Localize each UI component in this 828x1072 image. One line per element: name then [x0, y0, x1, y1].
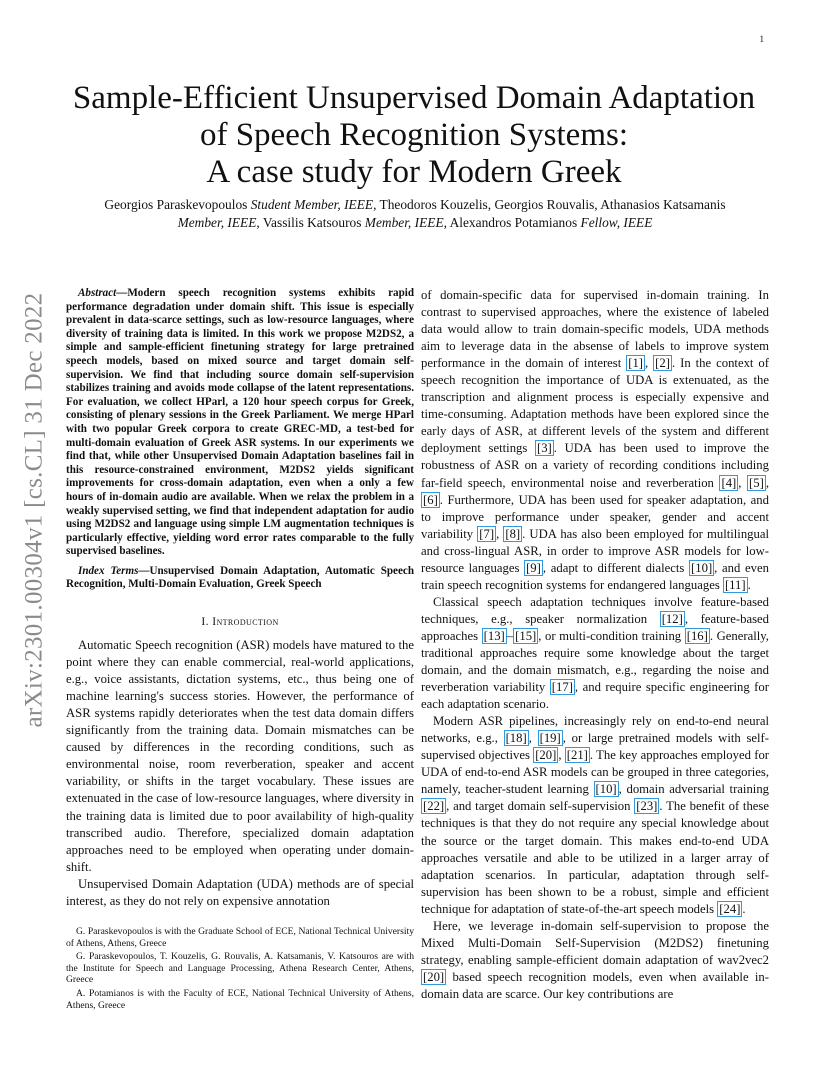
- footnote: G. Paraskevopoulos is with the Graduate School of ECE, National Technical University of Athens, Athens, Greece: [66, 926, 414, 949]
- index-terms-lead: Index Terms: [78, 564, 139, 577]
- citation-link[interactable]: [20]: [535, 748, 557, 763]
- author-list: [80, 196, 750, 232]
- citation-link[interactable]: [8]: [505, 526, 521, 541]
- abstract: [66, 287, 414, 559]
- citation-link[interactable]: [19]: [539, 731, 561, 746]
- right-paragraph-3: Modern ASR pipelines, increasingly rely on end-to-end neural networks, e.g., [18] , [19] , or large pretrained models with self-supervised objectives [20] , [21] . The key approaches employed for UDA of end-to-end ASR models can be grouped in three categories, namely, teacher-student learning [10] , domain adversarial training [22] , and target domain self-supervision [23] . The benefit of these techniques is that they do not require any special knowledge about the source or the target domain. This makes end-to-end UDA approaches versatile and able to be utilized in a larger array of adaptation scenarios. In particular, adaptation through self-supervision has been shown to be a robust, simple and efficient technique for adaptation of state-of-the-art speech models [24] .: [421, 714, 770, 916]
- citation-link[interactable]: [4]: [721, 475, 737, 490]
- index-terms-text: —Unsupervised Domain Adaptation, Automatic Speech Recognition, Multi-Domain Evaluation, Greek Speech: [66, 564, 414, 591]
- citation-link[interactable]: [10]: [691, 560, 713, 575]
- title-line-2: of Speech Recognition Systems:: [199, 117, 629, 153]
- author: Georgios Rouvalis,: [494, 197, 601, 212]
- author: Theodoros Kouzelis,: [379, 197, 495, 212]
- index-terms: [66, 565, 414, 592]
- title-line-1: Sample-Efficient Unsupervised Domain Adaptation: [72, 80, 756, 116]
- author: Georgios Paraskevopoulos Student Member, IEEE,: [104, 197, 380, 212]
- citation-link[interactable]: [13]: [483, 628, 505, 643]
- citation-link[interactable]: [3]: [536, 441, 552, 456]
- abstract-text: —Modern speech recognition systems exhibits rapid performance degradation under domain shift. This issue is especially prevalent in data-scarce settings, such as low-resource languages, where diversity of training data is limited. In this work we propose M2DS2, a simple and sample-efficient finetuning strategy for large pretrained speech models, based on mixed source and target domain self-supervision. We find that including source domain self-supervision stabilizes training and avoids mode collapse of the latent representations. For evaluation, we collect HParl, a 120 hour speech corpus for Greek, consisting of plenary sessions in the Greek Parliament. We merge HParl with two popular Greek corpora to create GREC-MD, a test-bed for multi-domain evaluation of Greek ASR systems. In our experiments we find that, while other Unsupervised Domain Adaptation baselines fail in this resource-constrained environment, M2DS2 yields significant improvements for cross-domain adaptation, even when a only a few hours of in-domain audio are available. When we relax the problem in a weakly supervised setting, we find that independent adaptation for audio using M2DS2 and language using simple LM augmentation techniques is particularly effective, yielding word error rates comparable to the fully supervised baselines.: [66, 287, 414, 558]
- citation-link[interactable]: [11]: [724, 577, 746, 592]
- intro-paragraph-2: Unsupervised Domain Adaptation (UDA) methods are of special interest, as they do not rely on expensive annotation: [66, 876, 414, 908]
- citation-link[interactable]: [5]: [749, 475, 764, 490]
- footnotes: [66, 926, 414, 1013]
- right-column: [421, 287, 769, 1003]
- arxiv-stamp: [12, 290, 56, 730]
- footnote: G. Paraskevopoulos, T. Kouzelis, G. Rouvalis, A. Katsamanis, V. Katsouros are with the Institute for Speech and Language Processing, Athena Research Center, Athens, Greece: [66, 951, 414, 986]
- arxiv-stamp-text: arXiv:2301.00304v1 [cs.CL] 31 Dec 2022: [20, 292, 47, 728]
- citation-link[interactable]: [7]: [479, 526, 495, 541]
- citation-link[interactable]: [12]: [661, 611, 683, 626]
- footnote: A. Potamianos is with the Faculty of ECE, National Technical University of Athens, Athens, Greece: [66, 987, 414, 1011]
- citation-link[interactable]: [18]: [505, 731, 527, 746]
- abstract-lead: Abstract: [78, 287, 117, 299]
- section-heading-introduction: I. Introduction: [201, 615, 279, 629]
- citation-link[interactable]: [20]: [423, 969, 445, 984]
- citation-link[interactable]: [23]: [636, 799, 658, 814]
- citation-link[interactable]: [21]: [566, 748, 588, 763]
- citation-link[interactable]: [10]: [595, 782, 617, 797]
- title-line-3: A case study for Modern Greek: [206, 154, 622, 190]
- right-paragraph-1: of domain-specific data for supervised in-domain training. In contrast to supervised approaches, where the existence of labeled data would allow to train domain-specific models, UDA methods aim to leverage data in the absense of labels to improve system performance in the domain of interest [1] , [2] . In the context of speech recognition the importance of UDA is extenuated, as the transcription and alignment process is especially expensive and time-consuming. Adaptation methods have been explored since the early days of ASR, at different levels of the system and different deployment settings [3] . UDA has been used to improve the robustness of ASR on a variety of recording conditions including far-field speech, environmental noise and reverberation [4] , [5] , [6] . Furthermore, UDA has been used for speaker adaptation, and to improve performance under speaker, gender and accent variability [7] , [8] . UDA has also been employed for multilingual and cross-lingual ASR, in order to improve ASR models for low-resource languages [9] , adapt to different dialects [10] , and even train speech recognition systems for endangered languages [11] .: [421, 288, 770, 592]
- author: Athanasios Katsamanis Member, IEEE,: [177, 197, 726, 230]
- right-paragraph-4: Here, we leverage in-domain self-supervision to propose the Mixed Multi-Domain Self-Supervision (M2DS2) finetuning strategy, enabling sample-efficient domain adaptation of wav2vec2 [20] based speech recognition models, even when available in-domain data are scarce. Our key contributions are: [421, 918, 769, 1001]
- author: Alexandros Potamianos Fellow, IEEE: [449, 215, 653, 230]
- paper-title: [60, 80, 768, 191]
- author: Vassilis Katsouros Member, IEEE,: [262, 215, 450, 230]
- page-number: 1: [759, 34, 764, 44]
- citation-link[interactable]: [2]: [655, 356, 670, 371]
- citation-link[interactable]: [6]: [423, 492, 438, 507]
- citation-link[interactable]: [9]: [526, 560, 541, 575]
- citation-link[interactable]: [16]: [686, 628, 708, 643]
- citation-link[interactable]: [1]: [628, 356, 644, 371]
- citation-link[interactable]: [17]: [551, 680, 573, 695]
- citation-link[interactable]: [24]: [719, 901, 741, 916]
- right-paragraph-2: Classical speech adaptation techniques involve feature-based techniques, e.g., speaker normalization [12] , feature-based approaches [13] – [15] , or multi-condition training [16] . Generally, traditional approaches require some knowledge about the target domain, and the domain mismatch, e.g., regarding the noise and reverberation variability [17] , and require specific engineering for each adaptation scenario.: [421, 594, 769, 712]
- intro-paragraph-1: Automatic Speech recognition (ASR) models have matured to the point where they can enable commercial, real-world applications, e.g., voice assistants, dictation systems, etc., thus being one of machine learning's success stories. However, the performance of ASR systems rapidly deteriorates when the test data domain differs significantly from the training data. Domain mismatches can be caused by differences in the recording conditions, such as environmental noise, room reverberation, speaker and accent variability, or shifts in the target vocabulary. These issues are extenuated in the case of low-resource languages, where diversity in the training data is limited due to poor availability of high-quality transcribed audio. Therefore, specialized domain adaptation approaches need to be employed when operating under domain-shift.: [66, 638, 414, 874]
- left-column: [66, 287, 414, 910]
- citation-link[interactable]: [22]: [423, 799, 445, 814]
- citation-link[interactable]: [15]: [515, 628, 537, 643]
